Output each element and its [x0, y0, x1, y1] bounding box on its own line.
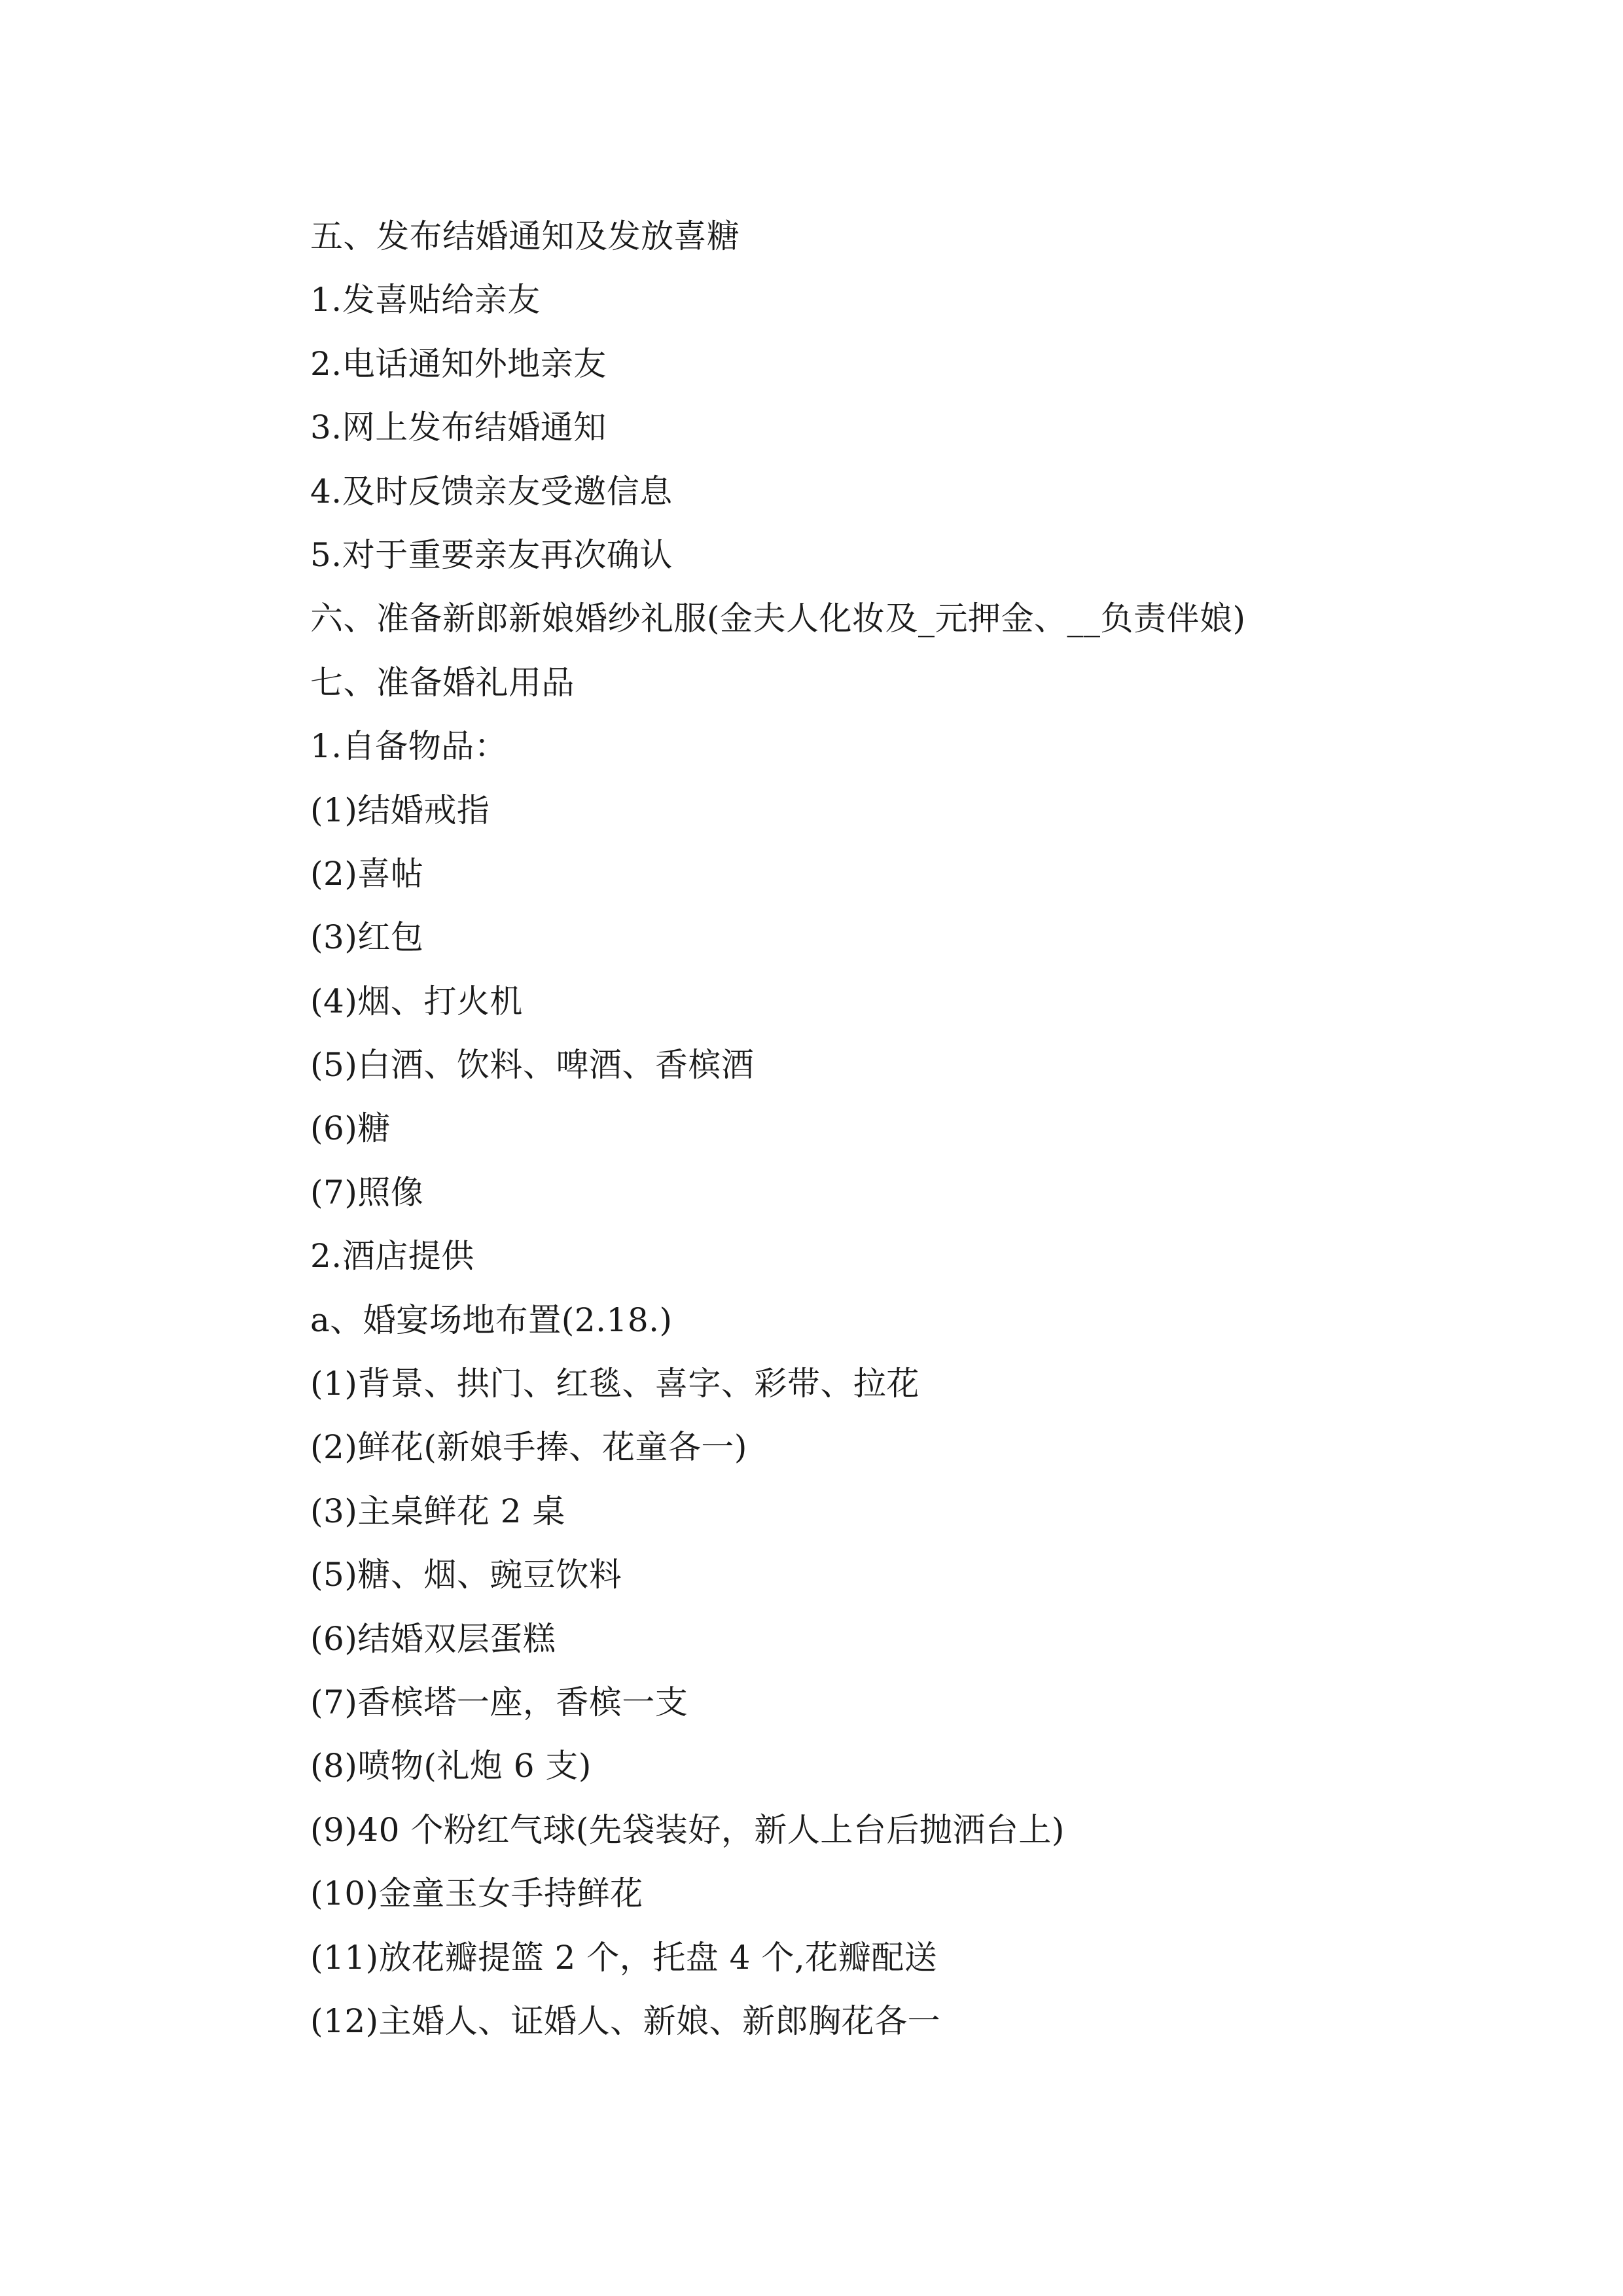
subsection-heading-hotel-provided: 2.酒店提供: [310, 1237, 474, 1276]
list-item: (5)白酒、饮料、啤酒、香槟酒: [310, 1046, 755, 1085]
section-heading-7: 七、准备婚礼用品: [310, 663, 575, 702]
list-item: (10)金童玉女手持鲜花: [310, 1874, 643, 1913]
list-item: (4)烟、打火机: [310, 982, 523, 1020]
section-heading-6: 六、准备新郎新娘婚纱礼服(金夫人化妆及_元押金、__负责伴娘): [310, 600, 1246, 638]
list-item: 1.发喜贴给亲友: [310, 281, 541, 319]
list-item: (9)40 个粉红气球(先袋装好，新人上台后抛洒台上): [310, 1810, 1065, 1849]
list-item: 3.网上发布结婚通知: [310, 408, 607, 447]
list-item: (7)香槟塔一座，香槟一支: [310, 1683, 688, 1721]
list-item: (8)喷物(礼炮 6 支): [310, 1747, 592, 1785]
list-item: (1)背景、拱门、红毯、喜字、彩带、拉花: [310, 1365, 919, 1403]
list-item: 5.对于重要亲友再次确认: [310, 535, 673, 574]
list-item: (2)喜帖: [310, 854, 424, 893]
list-item: (6)糖: [310, 1109, 391, 1148]
list-item: (12)主婚人、证婚人、新娘、新郎胸花各一: [310, 2001, 941, 2040]
list-item: 4.及时反馈亲友受邀信息: [310, 472, 673, 511]
list-item: (6)结婚双层蛋糕: [310, 1619, 556, 1658]
subsection-heading-venue-decoration: a、婚宴场地布置(2.18.): [310, 1300, 673, 1339]
list-item: (1)结婚戒指: [310, 791, 490, 829]
list-item: (5)糖、烟、豌豆饮料: [310, 1556, 622, 1594]
list-item: (7)照像: [310, 1173, 424, 1211]
list-item: (2)鲜花(新娘手捧、花童各一): [310, 1428, 747, 1467]
list-item: (11)放花瓣提篮 2 个，托盘 4 个,花瓣配送: [310, 1938, 938, 1977]
list-item: (3)主桌鲜花 2 桌: [310, 1492, 565, 1530]
section-heading-5: 五、发布结婚通知及发放喜糖: [310, 217, 740, 255]
list-item: (3)红包: [310, 918, 424, 957]
list-item: 2.电话通知外地亲友: [310, 344, 607, 383]
subsection-heading-self-prepared: 1.自备物品：: [310, 727, 508, 766]
document-body: [310, 205, 1554, 2053]
